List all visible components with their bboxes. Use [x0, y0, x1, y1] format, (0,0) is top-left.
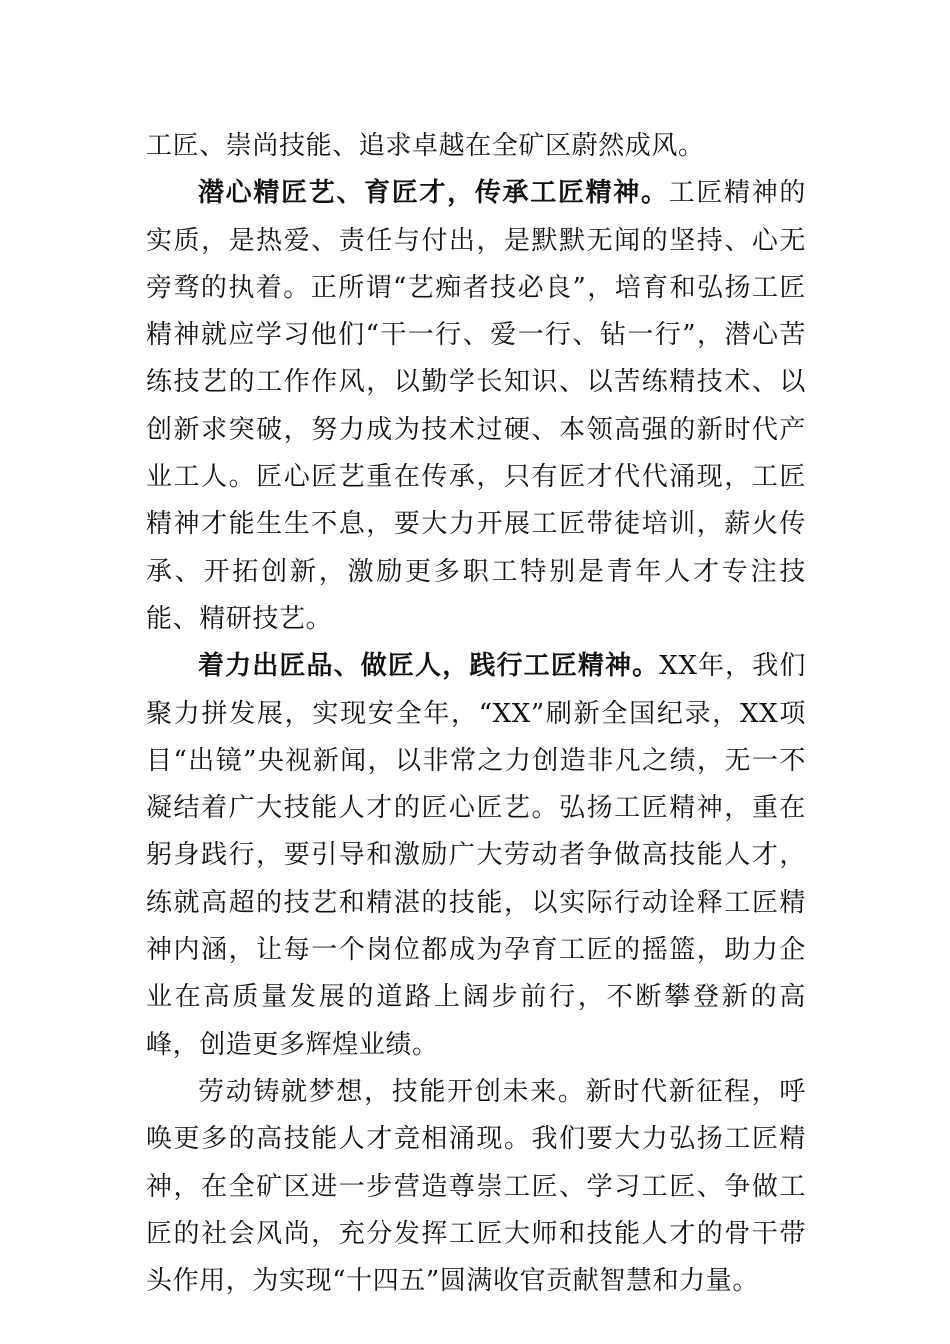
- paragraph-text: XX年，我们聚力拼发展，实现安全年，“XX”刷新全国纪录，XX项目“出镜”央视新闻，以非常之力创造非凡之绩，无一不凝结着广大技能人才的匠心匠艺。弘扬工匠精神，重在躬身践行，要引导和激励广大劳动者争做高技能人才，练就高超的技艺和精湛的技能，以实际行动诠释工匠精神内涵，让每一个岗位都成为孕育工匠的摇篮，助力企业在高质量发展的道路上阔步前行，不断攀登新的高峰，创造更多辉煌业绩。: [146, 651, 806, 1060]
- paragraph-practice-craftsmanship: [146, 643, 806, 1069]
- paragraph-lead-heading: 着力出匠品、做匠人，践行工匠精神。: [198, 651, 660, 682]
- paragraph-conclusion: [146, 1069, 806, 1305]
- paragraph-text: 工匠精神的实质，是热爱、责任与付出，是默默无闻的坚持、心无旁骛的执着。正所谓“艺痴者技必良”，培育和弘扬工匠精神就应学习他们“干一行、爱一行、钻一行”，潜心苦练技艺的工作作风，以勤学长知识、以苦练精技术、以创新求突破，努力成为技术过硬、本领高强的新时代产业工人。匠心匠艺重在传承，只有匠才代代涌现，工匠精神才能生生不息，要大力开展工匠带徒培训，薪火传承、开拓创新，激励更多职工特别是青年人才专注技能、精研技艺。: [146, 178, 806, 634]
- paragraph-text: 劳动铸就梦想，技能开创未来。新时代新征程，呼唤更多的高技能人才竞相涌现。我们要大力弘扬工匠精神，在全矿区进一步营造尊崇工匠、学习工匠、争做工匠的社会风尚，充分发挥工匠大师和技能人才的骨干带头作用，为实现“十四五”圆满收官贡献智慧和力量。: [146, 1076, 806, 1297]
- document-body: [146, 123, 806, 1305]
- paragraph-lead-heading: 潜心精匠艺、育匠才，传承工匠精神。: [198, 178, 669, 209]
- paragraph-inherit-craftsmanship: [146, 170, 806, 643]
- paragraph-continuation: [146, 123, 806, 170]
- paragraph-text: 工匠、崇尚技能、追求卓越在全矿区蔚然成风。: [146, 131, 705, 161]
